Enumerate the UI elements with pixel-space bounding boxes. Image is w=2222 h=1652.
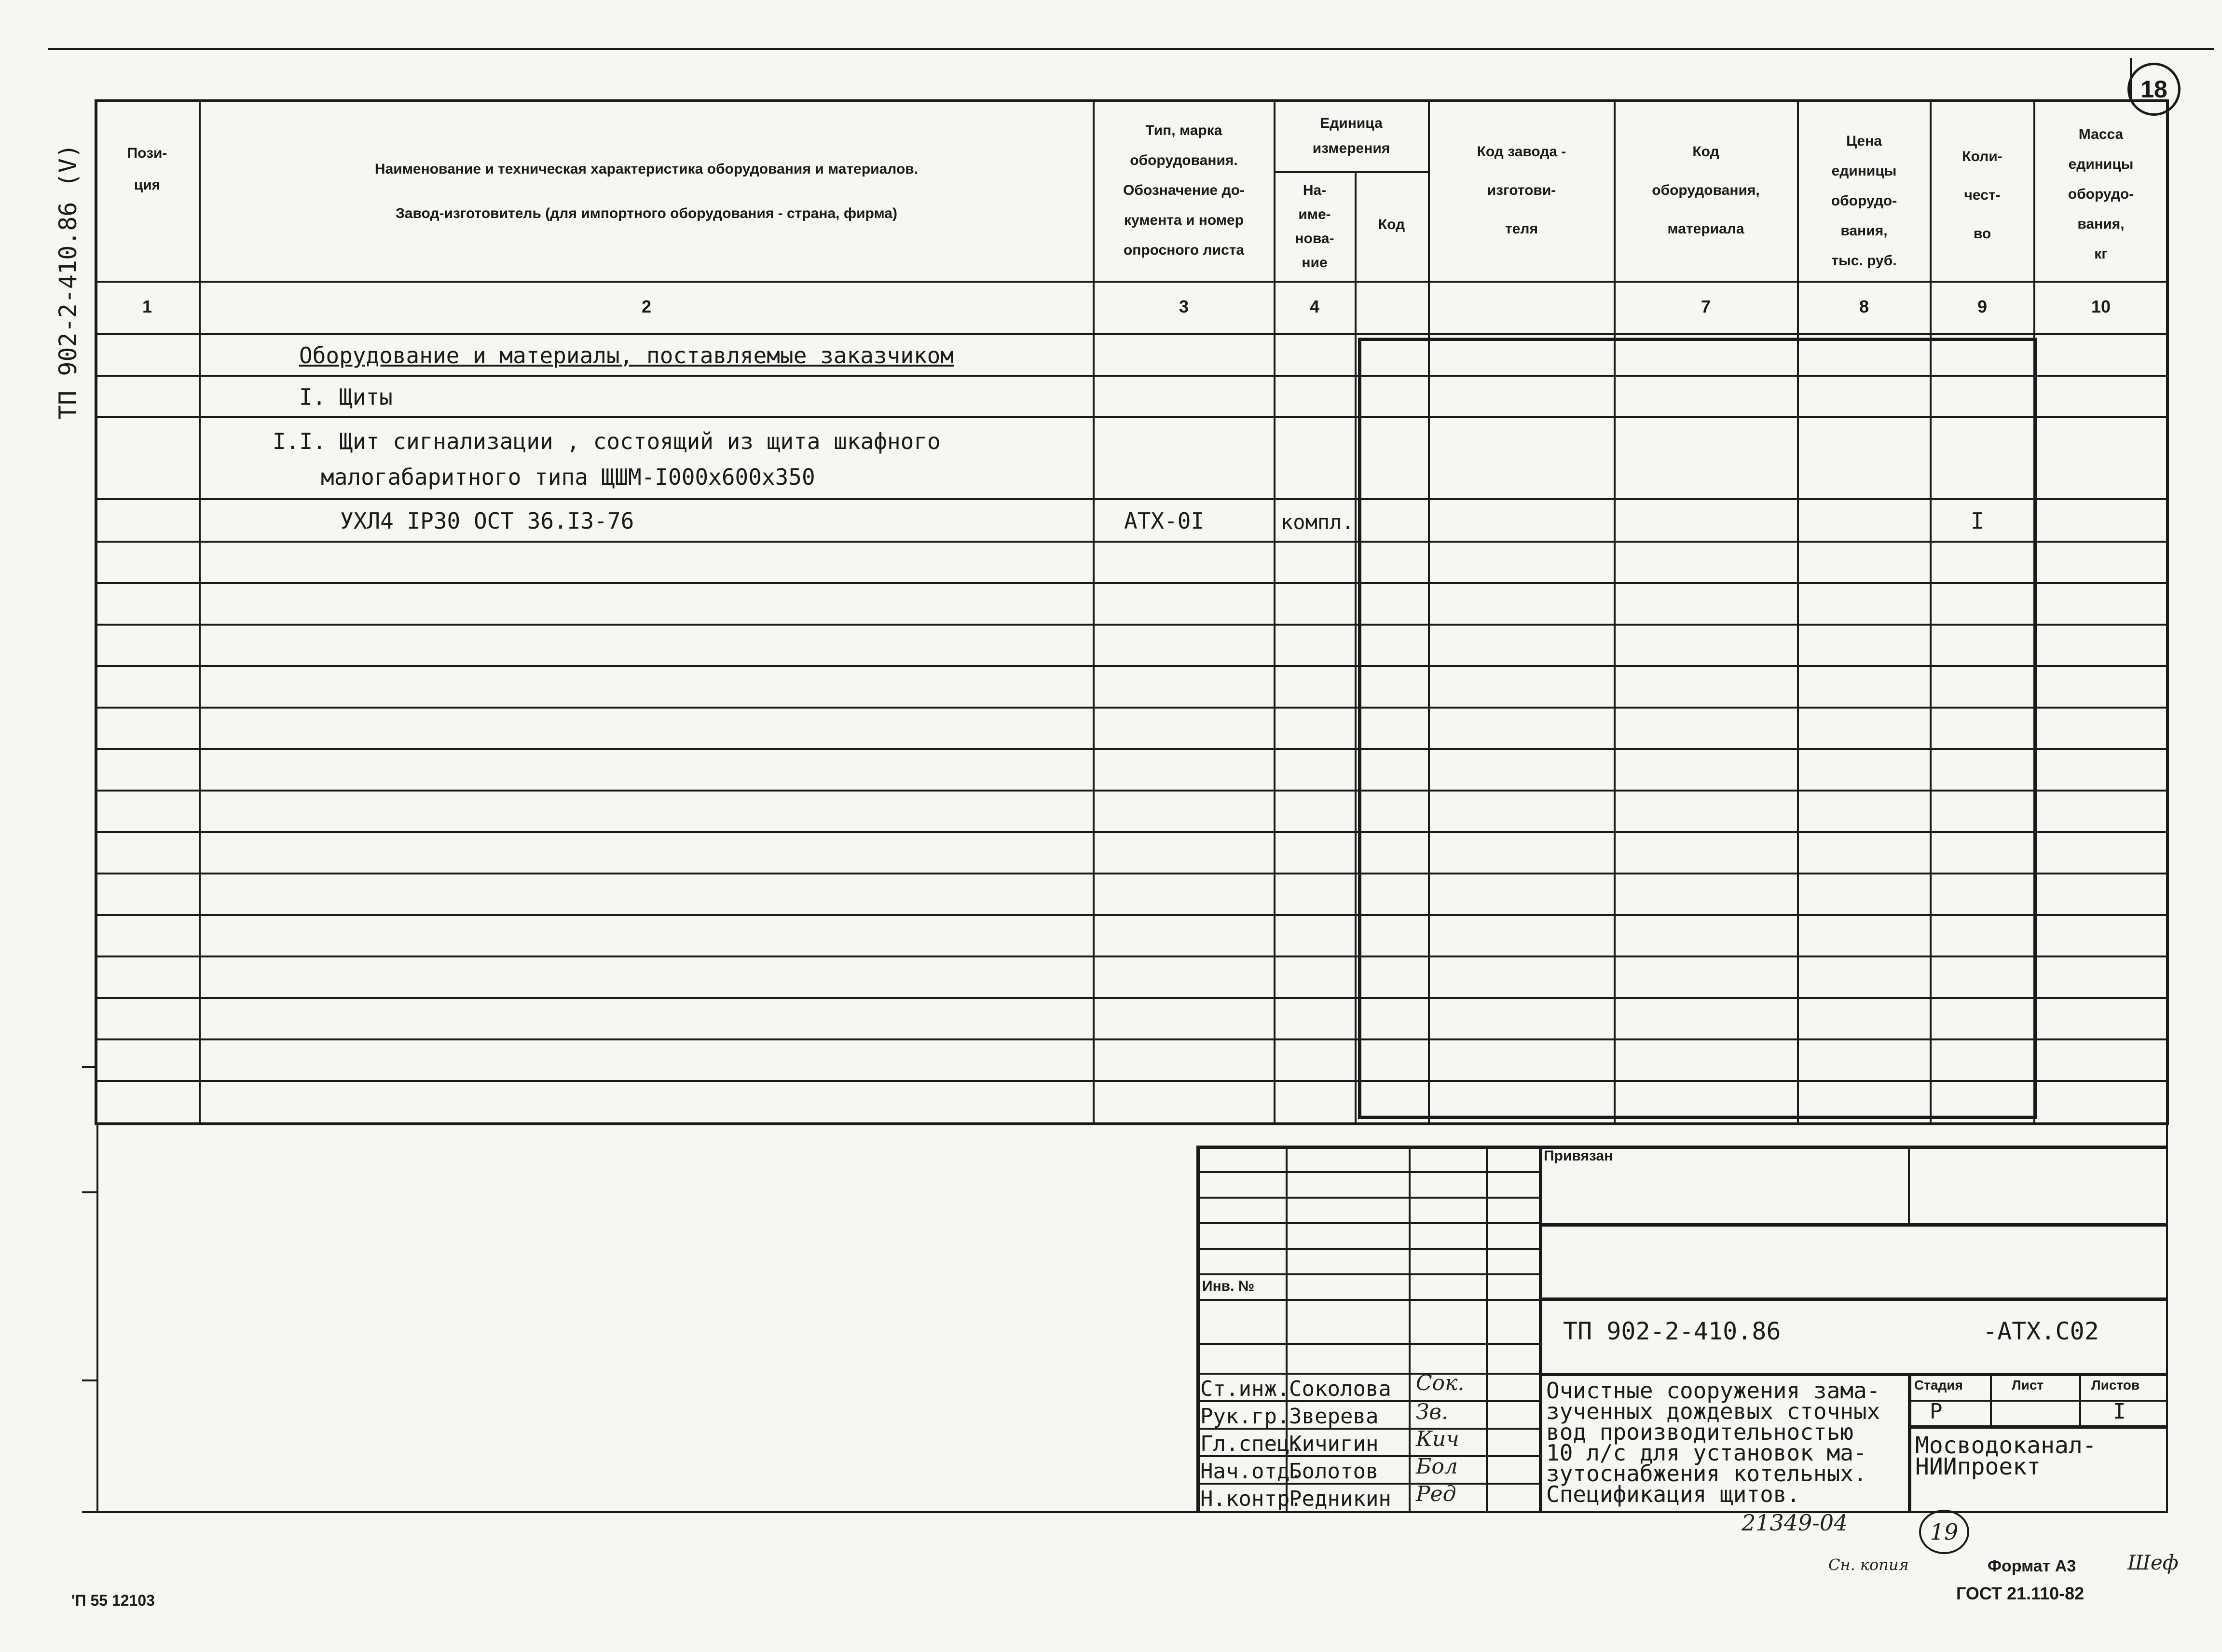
stage-label: Стадия <box>1914 1378 1963 1393</box>
header-type: Тип, марка оборудования. Обозначение до- кумента и номер опросного листа <box>1123 123 1245 258</box>
header-maker-code: Код завода - изготови- теля <box>1477 144 1566 237</box>
header-name: Наименование и техническая характеристика оборудования и материалов. Завод-изготовитель (для импортного оборудования - страна, фирма) <box>374 161 919 221</box>
col-number: 9 <box>1977 297 1988 316</box>
col-number: 2 <box>641 297 652 316</box>
col-number: 8 <box>1859 297 1869 316</box>
role-label: Ст.инж. <box>1200 1377 1290 1401</box>
top-rule <box>48 48 2214 50</box>
role-person: Болотов <box>1289 1459 1379 1484</box>
header-unit-group: Единица измерения <box>1312 115 1390 156</box>
header-mass: Масса единицы оборудо- вания, кг <box>2068 126 2134 262</box>
role-person: Редникин <box>1289 1487 1391 1511</box>
privyazan-label: Привязан <box>1544 1148 1613 1164</box>
item-quantity: I <box>1971 508 1984 534</box>
handwritten-number: 21349-04 <box>1742 1510 1848 1536</box>
sheet-label: Лист <box>2012 1378 2044 1393</box>
header-quantity: Коли- чест- во <box>1962 149 2003 242</box>
section-heading: Оборудование и материалы, поставляемые заказчиком <box>299 342 954 369</box>
gost-label: ГОСТ 21.110-82 <box>1956 1584 2085 1603</box>
side-document-code: ТП 902-2-410.86 (V) <box>54 144 82 420</box>
format-label: Формат А3 <box>1988 1557 2076 1575</box>
role-person: Зверева <box>1289 1404 1379 1429</box>
role-label: Нач.отд. <box>1200 1459 1303 1484</box>
col-number: 1 <box>142 297 152 316</box>
circled-number: 19 <box>1919 1510 1969 1554</box>
role-label: Гл.спец. <box>1200 1432 1303 1456</box>
item-name-line2: малогабаритного типа ЩШМ-I000x600x350 <box>321 464 815 490</box>
col-number: 3 <box>1179 297 1189 316</box>
header-price: Цена единицы оборудо- вания, тыс. руб. <box>1831 133 1897 269</box>
signature: Сок. <box>1416 1371 1465 1395</box>
inner-frame <box>1358 338 2037 1119</box>
left-code: 'П 55 12103 <box>71 1592 155 1609</box>
role-person: Соколова <box>1289 1377 1391 1401</box>
stage-value: Р <box>1930 1399 1943 1424</box>
organization: Мосводоканал- НИИпроект <box>1915 1432 2097 1480</box>
page-number-badge: 18 <box>2127 63 2181 116</box>
col-number: 4 <box>1309 297 1320 316</box>
item-name-line1: I.I. Щит сигнализации , состоящий из щита шкафного <box>273 428 941 454</box>
doc-suffix: -АТХ.С02 <box>1983 1317 2099 1345</box>
sheets-label: Листов <box>2091 1378 2140 1393</box>
initials-mark: Шеф <box>2127 1551 2179 1574</box>
sheets-value: I <box>2113 1399 2126 1424</box>
header-position: Пози- ция <box>127 145 167 193</box>
col-number: 10 <box>2091 297 2111 316</box>
item-name-line3: УХЛ4 IP30 ОСТ 36.I3-76 <box>340 508 634 534</box>
signature: Кич <box>1416 1427 1459 1451</box>
doc-code: ТП 902-2-410.86 <box>1563 1317 1781 1345</box>
signature: Бол <box>1416 1454 1458 1479</box>
description: Очистные сооружения зама- зученных дождевых сточных вод производительностью 10 л/с для установок ма- зутоснабжения котельных. Спецификация щитов. <box>1546 1378 1880 1507</box>
inv-no-label: Инв. № <box>1202 1278 1255 1294</box>
header-equipment-code: Код оборудования, материала <box>1652 144 1760 237</box>
copy-note: Сн. копия <box>1828 1556 1909 1574</box>
role-label: Рук.гр. <box>1200 1404 1290 1429</box>
signature: Ред <box>1416 1482 1456 1506</box>
signature: Зв. <box>1416 1400 1449 1424</box>
item-unit: компл. <box>1281 510 1354 534</box>
col-number: 7 <box>1701 297 1711 316</box>
role-label: Н.контр. <box>1200 1487 1303 1511</box>
header-unit-name: На- име- нова- ние <box>1295 182 1334 271</box>
header-unit-code: Код <box>1378 217 1405 232</box>
group-heading: I. Щиты <box>299 384 393 410</box>
role-person: Кичигин <box>1289 1432 1379 1456</box>
item-type: АТХ-0I <box>1124 508 1205 534</box>
